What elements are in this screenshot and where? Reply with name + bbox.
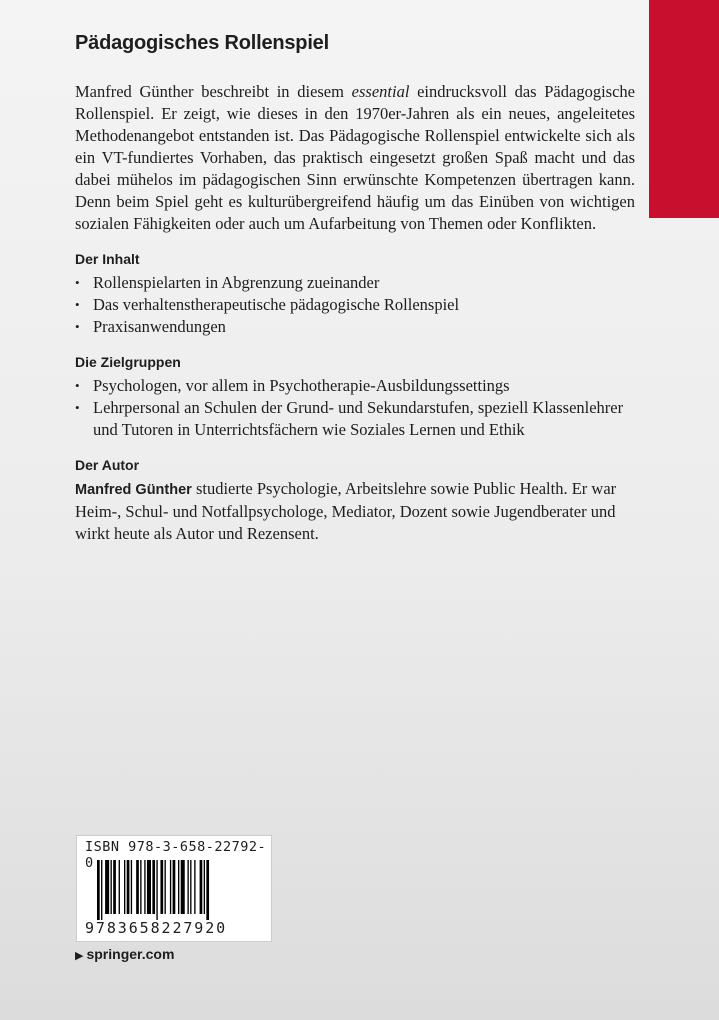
list-item-text: Lehrpersonal an Schulen der Grund- und Sekundarstufen, speziell Klassenlehrer und Tutoren in Unterrichtsfächern wie Soziales Lernen und Ethik — [93, 398, 624, 439]
barcode-bar — [181, 860, 185, 914]
barcode-bar — [178, 860, 179, 914]
list-item-text: Rollenspielarten in Abgrenzung zueinander — [93, 273, 380, 292]
audience-list — [75, 375, 635, 441]
publisher-website: springer.com — [86, 946, 175, 962]
bullet-icon: • — [75, 275, 80, 290]
back-cover-content — [75, 32, 635, 545]
isbn-barcode — [76, 835, 272, 942]
barcode-bar — [190, 860, 191, 914]
barcode-bar — [113, 860, 116, 914]
barcode-bar — [156, 860, 157, 920]
barcode-bar — [160, 860, 163, 914]
list-item — [75, 397, 635, 441]
barcode-bar — [97, 860, 100, 920]
list-item — [75, 316, 635, 338]
ean-digits: 9783658227920 — [85, 919, 228, 937]
barcode-bar — [152, 860, 155, 914]
barcode-bar — [144, 860, 145, 914]
barcode-bar — [111, 860, 112, 914]
bullet-icon: • — [75, 319, 80, 334]
barcode-bar — [187, 860, 188, 914]
barcode-bar — [147, 860, 151, 914]
author-bio-text: studierte Psychologie, Arbeitslehre sowie Public Health. Er war Heim-, Schul- und Notfallpsychologe, Mediator, Dozent sowie Jugendberater und wirkt heute als Autor und Rezensent. — [75, 479, 617, 543]
barcode-bar — [200, 860, 203, 914]
contents-heading: Der Inhalt — [75, 251, 140, 267]
list-item — [75, 272, 635, 294]
barcode-bar — [170, 860, 171, 914]
barcode-bars — [97, 860, 257, 920]
barcode-bar — [127, 860, 130, 914]
bullet-icon: • — [75, 297, 80, 312]
bullet-icon: • — [75, 378, 80, 393]
blurb-text-1: Manfred Günther beschreibt in diesem — [75, 82, 352, 101]
barcode-bar — [101, 860, 102, 920]
barcode-bar — [204, 860, 205, 914]
barcode-bar — [165, 860, 166, 914]
list-item-text: Praxisanwendungen — [93, 317, 226, 336]
barcode-bar — [206, 860, 209, 920]
blurb-text-2: eindrucksvoll das Pädagogische Rollenspiel. Er zeigt, wie dieses in den 1970er-Jahren als ein neues, angeleitetes Methodenangebot entstanden ist. Das Pädagogische Rollenspiel entwickelte sich als ein VT-fundiertes Vorhaben, das praktisch eingesetzt großen Spaß macht und das dabei mühelos im pädagogischen Sinn erwünschte Kompetenzen übertragen kann. Denn beim Spiel geht es kulturübergreifend häufig um das Einüben von wichtigen sozialen Fähigkeiten oder auch um Aufarbeitung von Themen oder Konflikten. — [75, 82, 635, 233]
barcode-bar — [140, 860, 141, 914]
blurb — [75, 81, 635, 235]
barcode-bar — [119, 860, 120, 914]
list-item — [75, 294, 635, 316]
triangle-right-icon: ▶ — [75, 950, 84, 962]
barcode-bar — [136, 860, 139, 914]
barcode-bar — [194, 860, 195, 914]
publisher-link[interactable] — [75, 946, 174, 962]
list-item-text: Psychologen, vor allem in Psychotherapie-Ausbildungssettings — [93, 376, 510, 395]
author-name: Manfred Günther — [75, 482, 192, 498]
barcode-bar — [131, 860, 132, 914]
barcode-bar — [173, 860, 176, 914]
red-accent-tab — [649, 0, 719, 218]
bullet-icon: • — [75, 400, 80, 415]
contents-list — [75, 272, 635, 338]
author-bio — [75, 478, 635, 545]
blurb-emphasis: essential — [351, 82, 410, 101]
author-heading: Der Autor — [75, 457, 140, 473]
audience-heading: Die Zielgruppen — [75, 354, 181, 370]
book-title: Pädagogisches Rollenspiel — [75, 32, 329, 54]
isbn-label: ISBN 978-3-658-22792-0 — [85, 839, 267, 871]
barcode-bar — [105, 860, 109, 914]
barcode-bar — [124, 860, 125, 914]
list-item-text: Das verhaltenstherapeutische pädagogische Rollenspiel — [93, 295, 460, 314]
list-item — [75, 375, 635, 397]
